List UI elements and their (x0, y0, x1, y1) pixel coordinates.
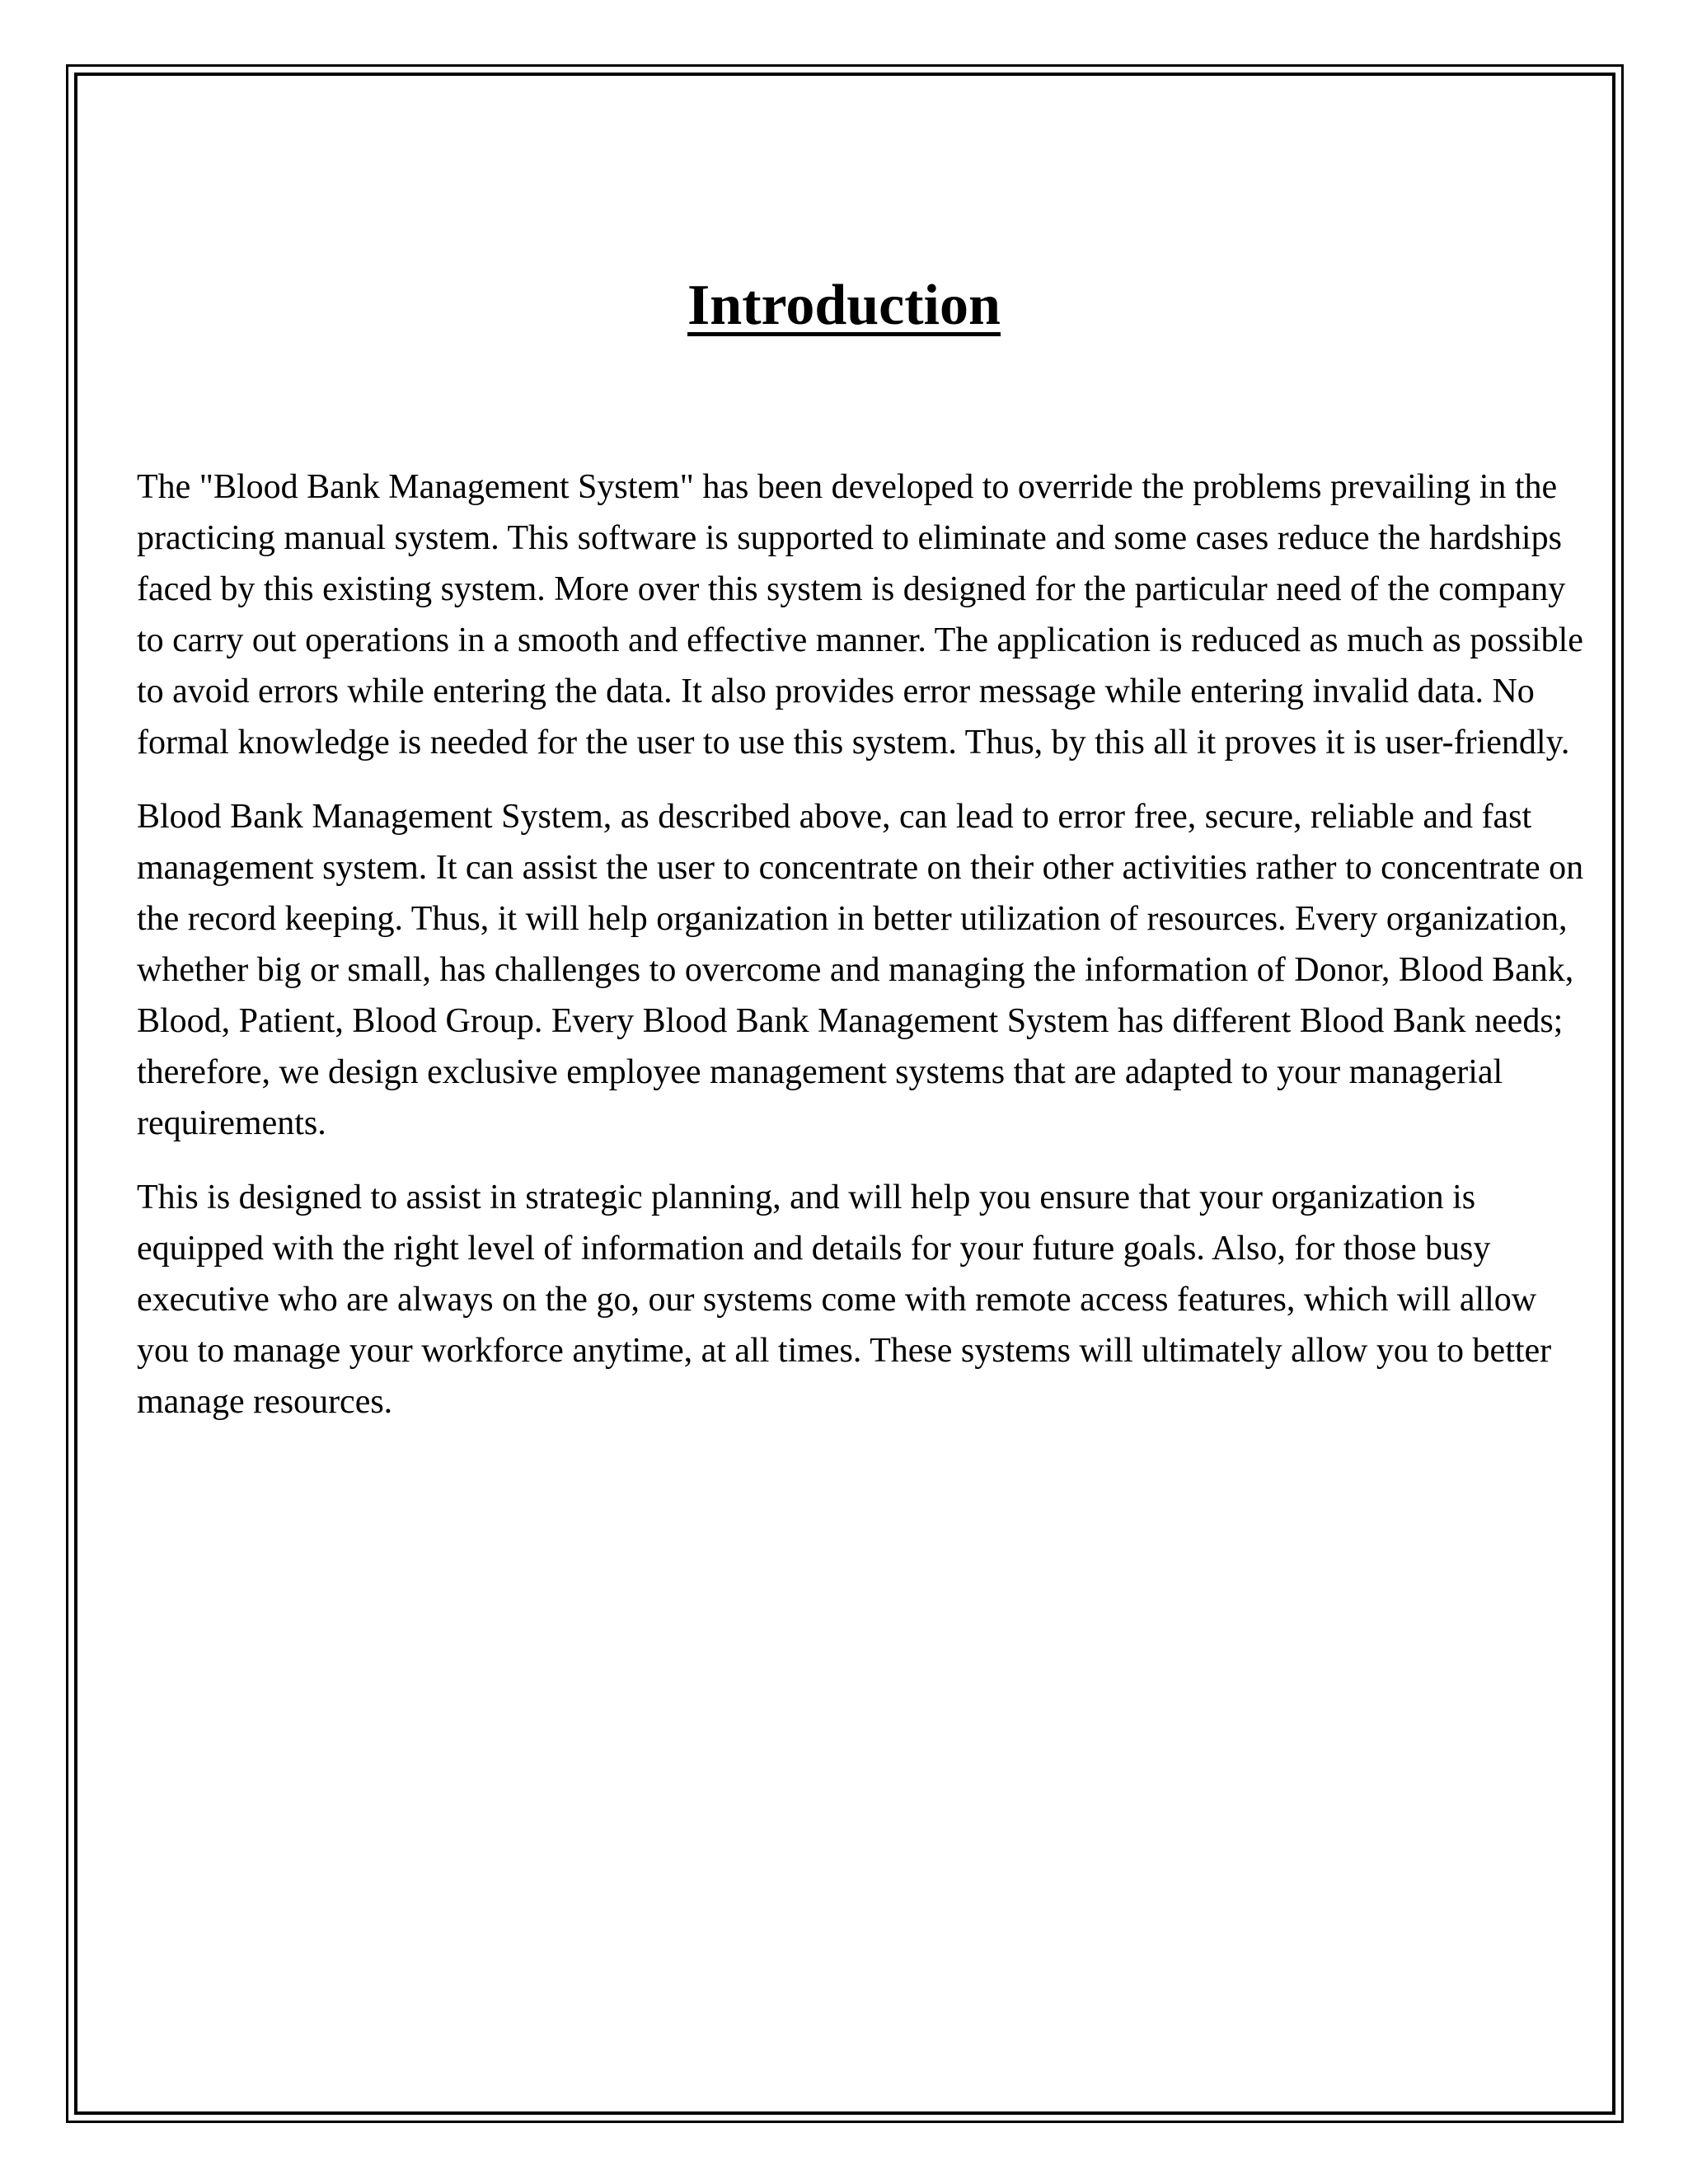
page-title-container (0, 274, 1688, 337)
body-text (137, 462, 1587, 1451)
paragraph-1: The "Blood Bank Management System" has been developed to override the problems prevailing in the practicing manual system. This software is supported to eliminate and some cases reduce the hardships faced by this existing system. More over this system is designed for the particular need of the company to carry out operations in a smooth and effective manner. The application is reduced as much as possible to avoid errors while entering the data. It also provides error message while entering invalid data. No formal knowledge is needed for the user to use this system. Thus, by this all it proves it is user-friendly. (137, 468, 1583, 762)
page-title: Introduction (687, 274, 1001, 337)
paragraph-3: This is designed to assist in strategic planning, and will help you ensure that your organization is equipped with the right level of information and details for your future goals. Also, for those busy executive who are always on the go, our systems come with remote access features, which will allow you to manage your workforce anytime, at all times. These systems will ultimately allow you to better manage resources. (137, 1179, 1552, 1421)
paragraph-2: Blood Bank Management System, as described above, can lead to error free, secure, reliable and fast management system. It can assist the user to concentrate on their other activities rather to concentrate on the record keeping. Thus, it will help organization in better utilization of resources. Every organization, whether big or small, has challenges to overcome and managing the information of Donor, Blood Bank, Blood, Patient, Blood Group. Every Blood Bank Management System has different Blood Bank needs; therefore, we design exclusive employee management systems that are adapted to your managerial requirements. (137, 798, 1584, 1142)
